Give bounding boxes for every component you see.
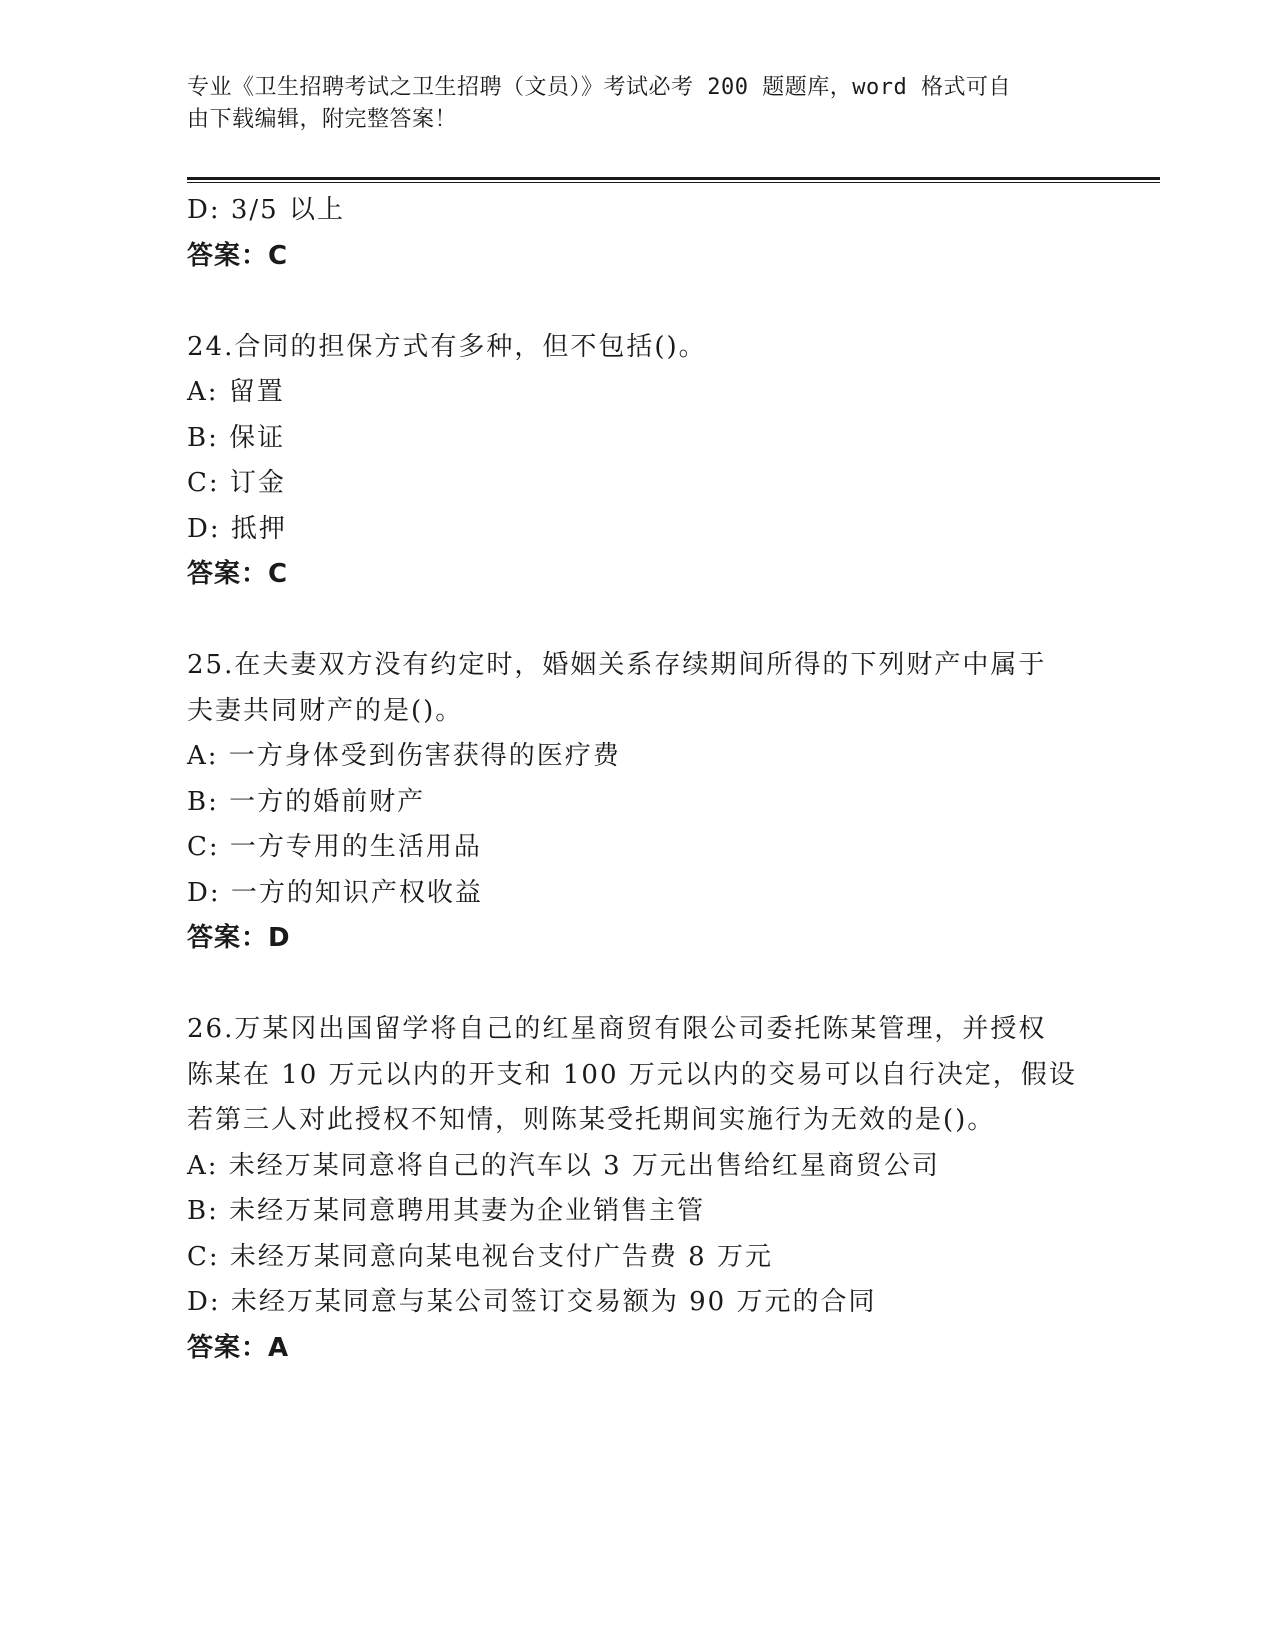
question-25 — [187, 643, 1087, 962]
option-c: C: 未经万某同意向某电视台支付广告费 8 万元 — [187, 1241, 773, 1272]
option-d: D: 抵押 — [187, 513, 287, 544]
answer-line: 答案：C — [187, 559, 289, 589]
option-b: B: 一方的婚前财产 — [187, 786, 426, 817]
question-stem-line-1: 26.万某冈出国留学将自己的红星商贸有限公司委托陈某管理，并授权 — [187, 1014, 1047, 1044]
option-c: C: 订金 — [187, 468, 286, 498]
option-d: D: 3/5 以上 — [187, 195, 345, 225]
question-stem-line-2: 陈某在 10 万元以内的开支和 100 万元以内的交易可以自行决定，假设 — [187, 1059, 1077, 1090]
spacer — [187, 962, 1087, 1008]
option-d: D: 一方的知识产权收益 — [187, 877, 483, 908]
question-stem-line-1: 25.在夫妻双方没有约定时，婚姻关系存续期间所得的下列财产中属于 — [187, 650, 1047, 680]
option-d: D: 未经万某同意与某公司签订交易额为 90 万元的合同 — [187, 1287, 877, 1317]
question-stem-line-3: 若第三人对此授权不知情，则陈某受托期间实施行为无效的是()。 — [187, 1105, 996, 1135]
spacer — [187, 598, 1087, 644]
question-stem: 24.合同的担保方式有多种，但不包括()。 — [187, 331, 707, 362]
header-line-2: 由下载编辑，附完整答案！ — [187, 107, 458, 132]
answer-line: 答案：D — [187, 923, 291, 953]
option-a: A: 留置 — [187, 377, 285, 407]
option-b: B: 未经万某同意聘用其妻为企业销售主管 — [187, 1196, 706, 1226]
question-stem-line-2: 夫妻共同财产的是()。 — [187, 695, 464, 726]
option-a: A: 未经万某同意将自己的汽车以 3 万元出售给红星商贸公司 — [187, 1150, 940, 1181]
question-24 — [187, 325, 1087, 598]
option-c: C: 一方专用的生活用品 — [187, 832, 482, 862]
previous-question-tail — [187, 188, 1087, 279]
header-divider-thin — [187, 182, 1160, 183]
option-b: B: 保证 — [187, 422, 286, 453]
answer-line: 答案：A — [187, 1332, 290, 1363]
question-26 — [187, 1007, 1087, 1371]
header-line-1: 专业《卫生招聘考试之卫生招聘（文员）》考试必考 200 题题库，word 格式可自 — [187, 75, 1011, 100]
option-a: A: 一方身体受到伤害获得的医疗费 — [187, 741, 621, 771]
answer-line: 答案：C — [187, 240, 289, 271]
document-header — [187, 72, 1087, 136]
header-divider-thick — [187, 177, 1160, 180]
spacer — [187, 279, 1087, 325]
question-content — [187, 188, 1087, 1371]
